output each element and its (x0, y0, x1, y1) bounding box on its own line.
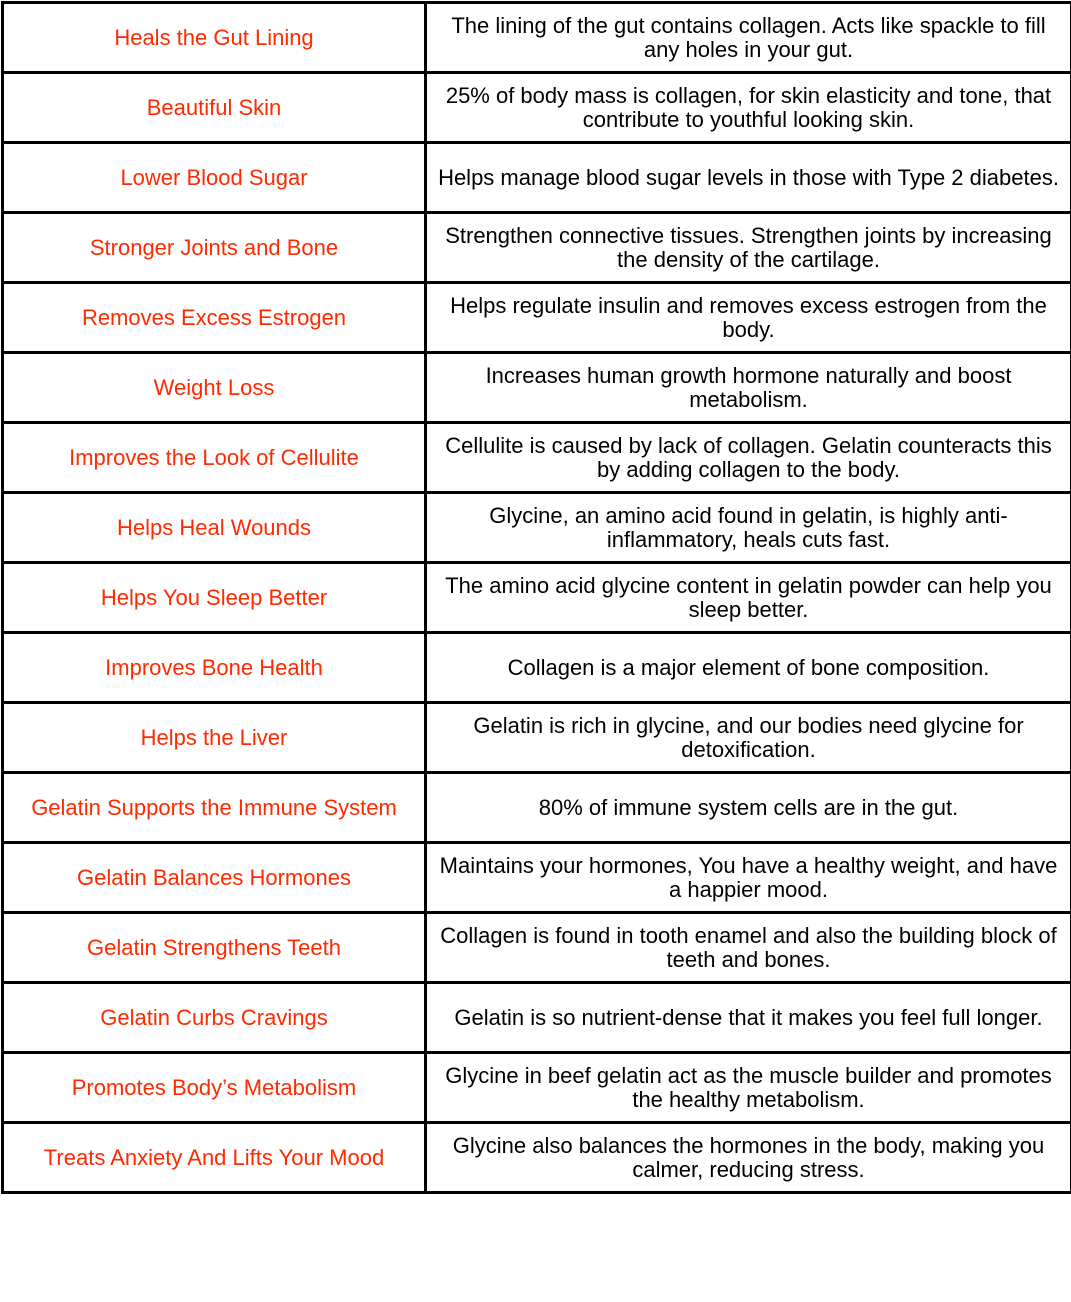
description-cell: Helps regulate insulin and removes excess estrogen from the body. (426, 283, 1071, 353)
description-cell: The lining of the gut contains collagen. Acts like spackle to fill any holes in your gut. (426, 3, 1071, 73)
benefit-cell: Gelatin Strengthens Teeth (3, 913, 426, 983)
benefit-cell: Heals the Gut Lining (3, 3, 426, 73)
benefit-cell: Removes Excess Estrogen (3, 283, 426, 353)
description-cell: 80% of immune system cells are in the gut. (426, 773, 1071, 843)
table-row (3, 703, 1071, 773)
table-row (3, 143, 1071, 213)
benefit-cell: Helps You Sleep Better (3, 563, 426, 633)
description-cell: Cellulite is caused by lack of collagen. Gelatin counteracts this by adding collagen to the body. (426, 423, 1071, 493)
description-cell: Gelatin is rich in glycine, and our bodies need glycine for detoxification. (426, 703, 1071, 773)
description-cell: Helps manage blood sugar levels in those with Type 2 diabetes. (426, 143, 1071, 213)
description-cell: Glycine in beef gelatin act as the muscle builder and promotes the healthy metabolism. (426, 1053, 1071, 1123)
table-row (3, 493, 1071, 563)
description-cell: Maintains your hormones, You have a healthy weight, and have a happier mood. (426, 843, 1071, 913)
table-row (3, 283, 1071, 353)
table-row (3, 213, 1071, 283)
benefit-cell: Gelatin Curbs Cravings (3, 983, 426, 1053)
benefit-cell: Gelatin Supports the Immune System (3, 773, 426, 843)
table-row (3, 773, 1071, 843)
benefit-cell: Weight Loss (3, 353, 426, 423)
benefit-cell: Stronger Joints and Bone (3, 213, 426, 283)
benefit-cell: Improves the Look of Cellulite (3, 423, 426, 493)
table-row (3, 1053, 1071, 1123)
description-cell: Strengthen connective tissues. Strengthen joints by increasing the density of the cartilage. (426, 213, 1071, 283)
table-row (3, 1123, 1071, 1193)
table-row (3, 913, 1071, 983)
table-row (3, 633, 1071, 703)
description-cell: The amino acid glycine content in gelatin powder can help you sleep better. (426, 563, 1071, 633)
table-row (3, 983, 1071, 1053)
benefit-cell: Improves Bone Health (3, 633, 426, 703)
table-row (3, 843, 1071, 913)
table-row (3, 563, 1071, 633)
table-row (3, 353, 1071, 423)
benefit-cell: Helps the Liver (3, 703, 426, 773)
description-cell: Collagen is found in tooth enamel and also the building block of teeth and bones. (426, 913, 1071, 983)
description-cell: Gelatin is so nutrient-dense that it makes you feel full longer. (426, 983, 1071, 1053)
benefits-table (1, 1, 1071, 1194)
benefits-table-body (3, 3, 1071, 1193)
benefit-cell: Helps Heal Wounds (3, 493, 426, 563)
description-cell: 25% of body mass is collagen, for skin elasticity and tone, that contribute to youthful looking skin. (426, 73, 1071, 143)
description-cell: Increases human growth hormone naturally and boost metabolism. (426, 353, 1071, 423)
benefit-cell: Treats Anxiety And Lifts Your Mood (3, 1123, 426, 1193)
table-row (3, 423, 1071, 493)
benefit-cell: Lower Blood Sugar (3, 143, 426, 213)
benefit-cell: Beautiful Skin (3, 73, 426, 143)
table-row (3, 3, 1071, 73)
description-cell: Glycine, an amino acid found in gelatin, is highly anti-inflammatory, heals cuts fast. (426, 493, 1071, 563)
description-cell: Glycine also balances the hormones in the body, making you calmer, reducing stress. (426, 1123, 1071, 1193)
table-row (3, 73, 1071, 143)
benefit-cell: Gelatin Balances Hormones (3, 843, 426, 913)
description-cell: Collagen is a major element of bone composition. (426, 633, 1071, 703)
benefit-cell: Promotes Body’s Metabolism (3, 1053, 426, 1123)
